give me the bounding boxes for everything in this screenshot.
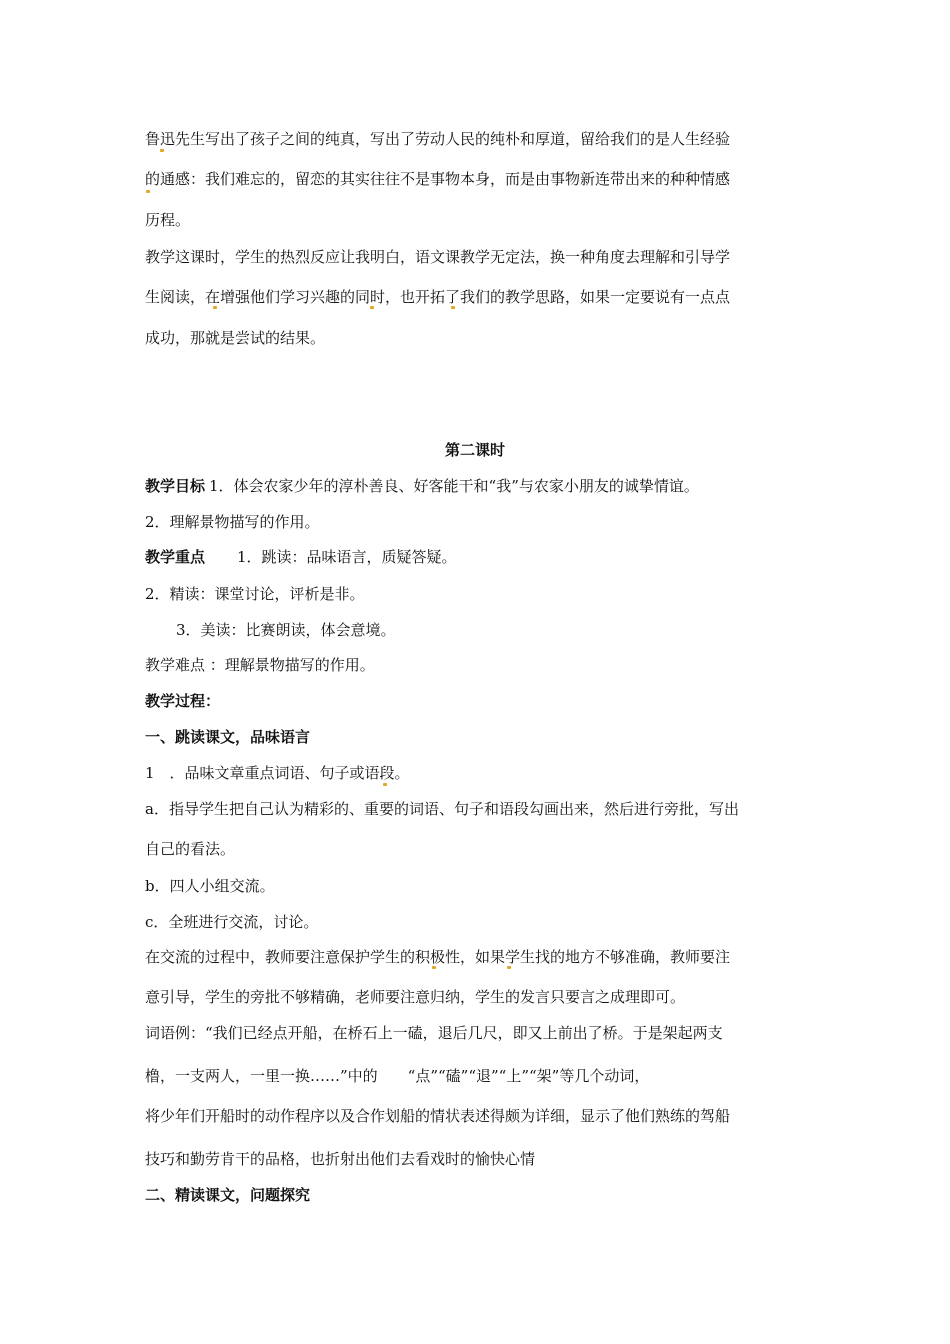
edit-mark [160, 149, 164, 152]
key-points-line [145, 547, 457, 567]
step1-item: 1 ．品味文章重点词语、句子或语段。 [145, 764, 410, 782]
step1-note: 意引导，学生的旁批不够精确，老师要注意归纳，学生的发言只要言之成理即可。 [145, 988, 686, 1006]
paragraph-line: 历程。 [145, 211, 191, 229]
teaching-goals-label: 教学目标 [145, 477, 206, 495]
edit-mark [451, 306, 455, 309]
key-points-item: 1．跳读：品味语言，质疑答疑。 [237, 548, 457, 566]
edit-mark [213, 306, 217, 309]
step1-heading: 一、跳读课文，品味语言 [145, 728, 311, 746]
teaching-goals-item: 1．体会农家少年的淳朴善良、好客能干和“我”与农家小朋友的诚挚情谊。 [209, 477, 699, 495]
word-example: 技巧和勤劳肯干的品格，也折射出他们去看戏时的愉快心情 [145, 1150, 536, 1168]
edit-mark [146, 190, 150, 193]
paragraph-line: 成功，那就是尝试的结果。 [145, 329, 326, 347]
step1-note: 在交流的过程中，教师要注意保护学生的积极性，如果学生找的地方不够准确，教师要注 [145, 948, 731, 966]
key-points-label: 教学重点 [145, 548, 206, 566]
word-example: 将少年们开船时的动作程序以及合作划船的情状表述得颇为详细，显示了他们熟练的驾船 [145, 1107, 731, 1125]
edit-mark [383, 783, 387, 786]
step1-item-a: 自己的看法。 [145, 840, 236, 858]
edit-mark [432, 966, 436, 969]
key-points-item: 2．精读：课堂讨论，评析是非。 [145, 585, 365, 603]
word-example: 橹，一支两人，一里一换……”中的 “点”“磕”“退”“上”“架”等几个动词， [145, 1067, 650, 1085]
word-example: 词语例：“我们已经点开船，在桥石上一磕，退后几尺，即又上前出了桥。于是架起两支 [145, 1024, 723, 1042]
paragraph-line: 生阅读，在增强他们学习兴趣的同时，也开拓了我们的教学思路，如果一定要说有一点点 [145, 288, 731, 306]
edit-mark [507, 966, 511, 969]
edit-mark [370, 306, 374, 309]
step2-heading: 二、精读课文，问题探究 [145, 1186, 311, 1204]
teaching-difficulty: 教学难点 ：理解景物描写的作用。 [145, 656, 375, 674]
process-heading: 教学过程： [145, 692, 221, 710]
teaching-goals-line [145, 476, 699, 496]
paragraph-line: 鲁迅先生写出了孩子之间的纯真，写出了劳动人民的纯朴和厚道，留给我们的是人生经验 [145, 130, 731, 148]
step1-item-b: b．四人小组交流。 [145, 877, 275, 895]
paragraph-line: 的通感：我们难忘的，留恋的其实往往不是事物本身，而是由事物新连带出来的种种情感 [145, 170, 731, 188]
key-points-item: 3．美读：比赛朗读，体会意境。 [176, 621, 396, 639]
section-title: 第二课时 [444, 441, 505, 459]
step1-item-c: c．全班进行交流，讨论。 [145, 913, 319, 931]
paragraph-line: 教学这课时，学生的热烈反应让我明白，语文课教学无定法，换一种角度去理解和引导学 [145, 248, 731, 266]
step1-item-a: a．指导学生把自己认为精彩的、重要的词语、句子和语段勾画出来，然后进行旁批，写出 [145, 800, 739, 818]
teaching-goals-item: 2．理解景物描写的作用。 [145, 513, 320, 531]
